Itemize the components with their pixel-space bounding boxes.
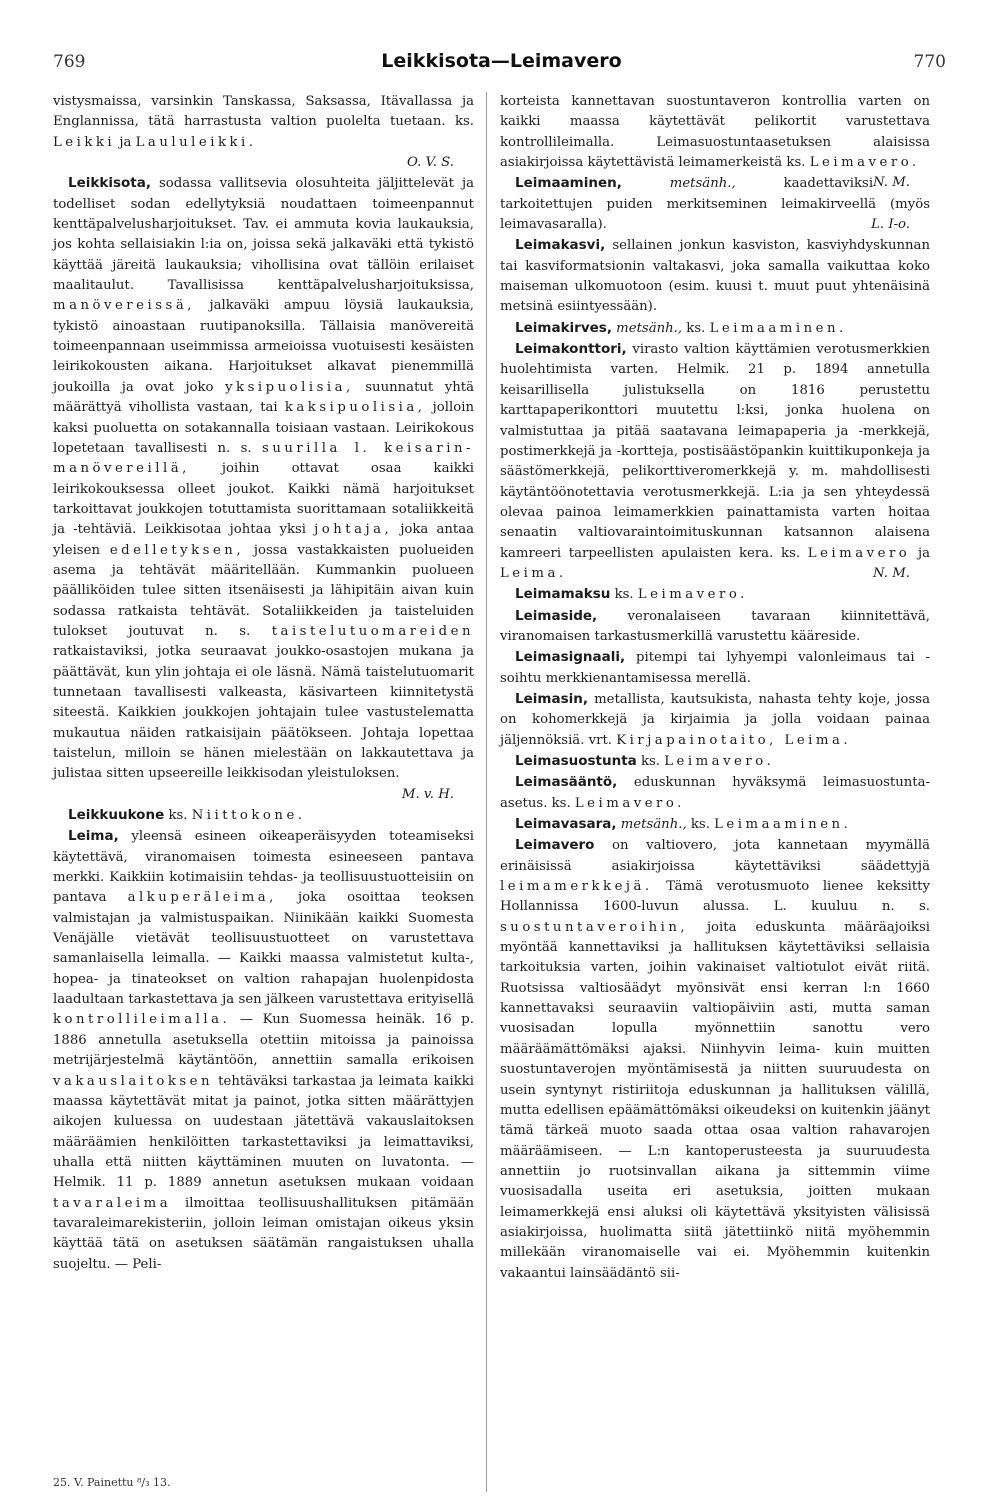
entry-continuation: korteista kannettavan suostuntaveron kontrollia varten on kaikki maassa käytettävät pelikortit varustettava kontrollileimalla. Leimasuostuntaasetuksen alaisissa asiakirjoissa käytettävistä leimamerkeistä ks. Leimavero. N. M. bbox=[500, 92, 930, 173]
entry-headword: Leimasääntö, bbox=[515, 774, 618, 791]
entry-headword: Leikkisota, bbox=[68, 175, 151, 192]
entry-headword: Leimakirves, bbox=[515, 319, 612, 336]
entry-leimavero: Leimavero on valtiovero, jota kannetaan myymällä erinäisissä asiakirjoissa käytettäviksi säädettyjä leimamerkkejä. Tämä verotusmuoto lienee keksitty Hollannissa 1600-luvun alussa. L. kuuluu n. s. suostuntaveroihin, joita eduskunta määräajoiksi myöntää kannettaviksi ja hallituksen käytettäviksi sellaisia tarkoituksia varten, joihin vakinaiset valtiotulot eivät riitä. Ruotsissa valtiosäädyt myönsivät ensi kerran l:n 1660 kannettavaksi seuraaviin valtiopäiviin asti, mutta saman vuosisadan lopulla myönnettiin sanottu vero määräämättömäksi ajaksi. Niinhyvin leima- kuin muitten suostuntaverojen myöntämisestä ja niitten suuruudesta on usein syntynyt ristiriitoja eduskunnan ja hallituksen välillä, mutta edellisen epäämättömäksi oikeudeksi on kuitenkin jäänyt tämä tärkeä muoto saada ottaa osaa valtion rahavarojen määräämiseen. — L:n kantoperusteesta ja suuruudesta annettiin jo ruotsinvallan aikana ja sittemmin viime vuosisadalla useita eri asetuksia, joitten mukaan leimamerkkejä ensi aluksi oli käytettävä yksityisten välisissä asiakirjoissa, huolimatta siitä jätettiinkö niitä myöhemmin millekään viranomaiselle vai ei. Myöhemmin kuitenkin vakaantui lainsäädäntö sii- bbox=[500, 837, 930, 1281]
entry-headword: Leimasuostunta bbox=[515, 753, 637, 769]
author-signature: N. M. bbox=[873, 565, 910, 581]
entry-headword: Leimavero bbox=[515, 837, 595, 854]
entry-leikkuukone: Leikkuukone ks. Niittokone. bbox=[68, 807, 306, 824]
left-column bbox=[53, 92, 474, 1275]
column-divider bbox=[486, 92, 487, 1492]
entry-headword: Leimaaminen, bbox=[515, 175, 622, 192]
entry-headword: Leimaside, bbox=[515, 607, 598, 624]
author-signature: N. M. bbox=[873, 175, 910, 191]
page-number-left: 769 bbox=[53, 52, 86, 72]
entry-leima: Leima, yleensä esineen oikeaperäisyyden toteamiseksi käytettävä, viranomaisen toimesta esineeseen pantava merkki. Kaikkiin kotimaisiin tehdas- ja teollisuustuotteisiin on pantava alkuperäleima, joka osoittaa teoksen valmistajan ja valmistuspaikan. Niinikään kaikki Suomesta Venäjälle vietävät teollisuustuotteet on varustettava samanlaisella leimalla. — Kaikki maassa valmistetut kulta-, hopea- ja tinateokset on valtion rahapajan huolenpidosta laadultaan tarkastettava ja sen jälkeen varustettava erityisellä kontrollileimalla. — Kun Suomessa heinäk. 16 p. 1886 annetulla asetuksella otettiin mitoissa ja painoissa metrijärjestelmä käytäntöön, annettiin samalla erikoisen vakauslaitoksen tehtäväksi tarkastaa ja leimata kaikki maassa käytettävät mitat ja painot, jotka sitten määrättyjen aikojen kuluessa on uudestaan jätettävä vakauslaitoksen määräämien henkilöitten tarkastettaviksi ja leimattaviksi, uhalla että niitten käyttäminen muuten on luvatonta. — Helmik. 11 p. 1889 annetun asetuksen mukaan voidaan tavaraleima ilmoittaa teollisuushallituksen pitämään tavaraleimarekisteriin, jolloin leiman omistajan oikeus yksin käyttää tätä on asetuksen säätämän rangaistuksen uhalla suojeltu. — Peli- bbox=[53, 828, 474, 1272]
entry-leikkisota: Leikkisota, sodassa vallitsevia olosuhteita jäljittelevät ja todelliset sodan edellytyksiä noudattaen toimeenpannut kenttäpalvelusharjoitukset. Tav. ei ammuta kovia laukauksia, jos kohta sellaisiakin l:ia on, joissa sekä jalkaväki että tykistö käyttää järeitä laukauksia; vihollisina ovat tällöin erilaiset maalitaulut. Tavallisissa kenttäpalvelusharjoituksissa, manövereissä, jalkaväki ampuu löysiä laukauksia, tykistö ainoastaan ruutipanoksilla. Tällaisia manövereitä toimeenpannaan useimmissa armeioissa vuotuisesti kesäisten leirikokousten aikana. Harjoitukset alkavat pienemmillä joukoilla ja ovat joko yksipuolisia, suunnatut yhtä määrättyä vihollista vastaan, tai kaksipuolisia, jolloin kaksi puoluetta on sotakannalla toisiaan vastaan. Leirikokous lopetetaan tavallisesti n. s. suurilla l. keisarin-manövereillä, joihin ottavat osaa kaikki leirikokouksessa olleet joukot. Kaikki nämä harjoitukset tarkoittavat joukkojen totuttamista suorittamaan sotaliikkeitä ja -tehtäviä. Leikkisotaa johtaa yksi johtaja, joka antaa yleisen edelletyksen, jossa vastakkaisten puolueiden asema ja tehtävät määritellään. Kummankin puolueen päälliköiden tulee sitten itsenäisesti ja lähipitäin aivan kuin sodassa ratkaista tehtävät. Sotaliikkeiden ja taisteluiden tulokset joutuvat n. s. taistelutuomareiden ratkaistaviksi, jotka seuraavat joukko-osastojen mukana ja päättävät, kun ylin johtaja ei ole läsnä. Nämä taistelutuomarit tunnetaan tavallisesti valkeasta, käsivarteen kiinnitetystä siteestä. Kaikkien joukkojen johtajain tulee vastustelematta mukautua näiden ratkaisijain päätökseen. Johtaja lopettaa taistelun, milloin se hänen mielestään on lakkautettava ja julistaa sitten upseereille leikkisodan yleistuloksen. bbox=[53, 175, 475, 782]
right-column bbox=[500, 92, 930, 1284]
page-header bbox=[0, 52, 1003, 78]
entry-headword: Leimasignaali, bbox=[515, 649, 626, 666]
entry-headword: Leimakasvi, bbox=[515, 237, 606, 254]
entry-leimaside: Leimaside, veronalaiseen tavaraan kiinnitettävä, viranomaisen tarkastusmerkillä varustettu kääreside. bbox=[500, 607, 930, 644]
entry-leimakasvi: Leimakasvi, sellainen jonkun kasviston, kasviyhdyskunnan tai kasviformatsionin valtakasvi, joka samalla vaikuttaa koko maiseman ulkomuotoon (esim. kuusi t. muut puut yhtenäisinä metsinä esiintyessään). bbox=[500, 237, 930, 315]
entry-headword: Leikkuukone bbox=[68, 807, 165, 824]
entry-headword: Leima, bbox=[68, 828, 119, 845]
printer-footer: 25. V. Painettu ⁸/₃ 13. bbox=[53, 1476, 171, 1489]
author-signature: M. v. H. bbox=[401, 786, 454, 802]
entry-leimamaksu: Leimamaksu ks. Leimavero. bbox=[515, 586, 748, 603]
entry-leimasignaali: Leimasignaali, pitempi tai lyhyempi valonleimaus tai -soihtu merkkienantamisessa merellä. bbox=[500, 649, 930, 686]
entry-leimasuostunta: Leimasuostunta ks. Leimavero. bbox=[515, 753, 775, 769]
entry-headword: Leimamaksu bbox=[515, 586, 611, 603]
entry-leimavasara: Leimavasara, metsänh., ks. Leimaaminen. bbox=[515, 816, 852, 833]
entry-leimasin: Leimasin, metallista, kautsukista, nahasta tehty koje, jossa on kohomerkkejä ja kirjaimia ja jolla voidaan painaa jäljennöksiä. vrt. Kirjapainotaito, Leima. bbox=[500, 690, 930, 748]
entry-headword: Leimasin, bbox=[515, 690, 588, 707]
entry-leimaaminen: Leimaaminen, metsänh., kaadettaviksi tarkoitettujen puiden merkitseminen leimakirveellä (myös leimavasaralla). L. I-o. bbox=[500, 173, 930, 235]
entry-continuation: vistysmaissa, varsinkin Tanskassa, Saksassa, Itävallassa ja Englannissa, tätä harrastusta valtion puolelta tuetaan. ks. Leikki ja Laululeikki. bbox=[53, 94, 474, 150]
entry-leimakirves: Leimakirves, metsänh., ks. Leimaaminen. bbox=[515, 319, 847, 336]
page-number-right: 770 bbox=[913, 52, 946, 72]
entry-leimakonttori: Leimakonttori, virasto valtion käyttämien verotusmerkkien huolehtimista varten. Helmik. 21 p. 1894 annetulla keisarillisella julistuksella on 1816 perustettu karttapaperikonttori muutettu l:ksi, jonka huolena on valmistuttaa ja pitää saatavana leimapaperia ja -merkkejä, postimerkkejä ja -kortteja, postisäästöpankin kuittikuponkeja ja säästömerkkejä, pelikorttiveromerkkejä y. m. mahdollisesti käytäntöönotettavia verotusmerkkejä. L:ia ja sen yhteydessä olevaa painoa leimamerkkien painattamista varten hoitaa senaatin valtiovaraintoimituskunnan katsannon alaisena kamreeri tarpeellisten apulaisten kera. ks. Leimavero ja Leima. N. M. bbox=[500, 339, 930, 584]
author-signature: O. V. S. bbox=[406, 155, 454, 171]
running-title: Leikkisota—Leimavero bbox=[381, 50, 622, 72]
entry-headword: Leimakonttori, bbox=[515, 341, 627, 358]
entry-leimasaanto: Leimasääntö, eduskunnan hyväksymä leimasuostunta-asetus. ks. Leimavero. bbox=[500, 774, 930, 811]
entry-headword: Leimavasara, bbox=[515, 816, 617, 833]
author-signature: L. I-o. bbox=[871, 217, 910, 233]
